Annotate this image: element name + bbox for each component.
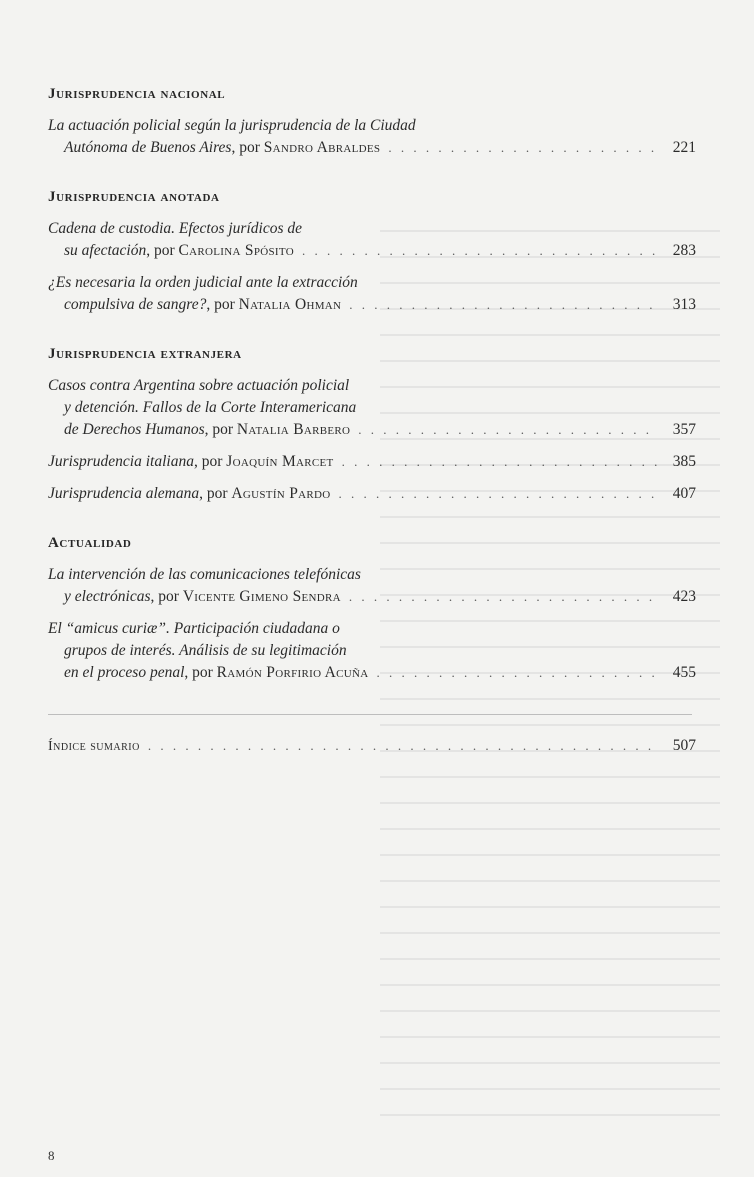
- dot-leader: [349, 586, 658, 608]
- entry-title-line: El “amicus curiæ”. Participación ciudadana o: [48, 620, 340, 637]
- entry-last-line: [48, 662, 696, 684]
- entry-title-text: su afectación: [64, 242, 147, 259]
- entry-title-text: Jurisprudencia italiana: [48, 453, 194, 470]
- entry-title-ending: Autónoma de Buenos Aires, por Sandro Abraldes: [64, 139, 381, 156]
- entry-last-line: [48, 137, 696, 159]
- entry-title-text: compulsiva de sangre?: [64, 296, 207, 313]
- toc-entry[interactable]: [48, 564, 696, 608]
- toc-entry[interactable]: [48, 451, 696, 473]
- entry-author: Natalia Ohman: [238, 296, 342, 313]
- entry-author: Natalia Barbero: [236, 421, 351, 438]
- por-word: por: [201, 453, 223, 470]
- dot-leader: [148, 738, 658, 754]
- entry-title-line: Cadena de custodia. Efectos jurídicos de: [48, 220, 302, 237]
- entry-title-ending: compulsiva de sangre?, por Natalia Ohman: [64, 296, 342, 313]
- entry-page-number: 455: [672, 664, 696, 681]
- entry-title-text: y electrónicas: [64, 588, 151, 605]
- entry-page-number: 407: [672, 485, 696, 502]
- por-word: por: [158, 588, 179, 605]
- entry-last-line: [48, 240, 696, 262]
- por-word: por: [214, 296, 235, 313]
- dot-leader: [388, 137, 658, 159]
- toc-entry[interactable]: [48, 115, 696, 159]
- toc-section: [48, 86, 696, 159]
- page-number: 8: [48, 1148, 55, 1163]
- entry-page-number: 221: [672, 139, 696, 156]
- entry-last-line: [48, 586, 696, 608]
- entry-title-ending: en el proceso penal, por Ramón Porfirio Acuña: [64, 664, 369, 681]
- entry-title-text: Autónoma de Buenos Aires: [64, 139, 232, 156]
- dot-leader: [302, 240, 658, 262]
- entry-title-ending: de Derechos Humanos, por Natalia Barbero: [64, 421, 351, 438]
- por-word: por: [212, 421, 234, 438]
- section-title: Jurisprudencia nacional: [48, 86, 226, 102]
- por-word: por: [192, 664, 213, 681]
- entry-title-ending: Jurisprudencia alemana, por Agustín Pardo: [48, 485, 331, 502]
- toc-entry[interactable]: [48, 483, 696, 505]
- toc-section: [48, 189, 696, 316]
- entry-last-line: [48, 294, 696, 316]
- dot-leader: [349, 294, 658, 316]
- entry-last-line: [48, 483, 696, 505]
- entry-title-text: en el proceso penal: [64, 664, 185, 681]
- toc-section: [48, 535, 696, 684]
- por-word: por: [239, 139, 260, 156]
- toc-entry[interactable]: [48, 618, 696, 684]
- section-title: Jurisprudencia anotada: [48, 189, 220, 205]
- table-of-contents: [48, 86, 696, 755]
- entry-title-text: Jurisprudencia alemana: [48, 485, 200, 502]
- por-word: por: [153, 242, 175, 259]
- entry-title-ending: su afectación, por Carolina Spósito: [64, 242, 294, 259]
- entry-page-number: 283: [672, 242, 696, 259]
- entry-title-ending: Jurisprudencia italiana, por Joaquín Marcet: [48, 453, 334, 470]
- entry-author: Joaquín Marcet: [226, 453, 334, 470]
- entry-author: Ramón Porfirio Acuña: [216, 664, 369, 681]
- entry-author: Carolina Spósito: [178, 242, 294, 259]
- dot-leader: [377, 662, 658, 684]
- dot-leader: [342, 451, 658, 473]
- entry-last-line: [48, 419, 696, 441]
- entry-title-line: La intervención de las comunicaciones telefónicas: [48, 566, 361, 583]
- entry-title-text: de Derechos Humanos: [64, 421, 205, 438]
- indice-label: Índice sumario: [48, 739, 140, 754]
- indice-sumario-entry[interactable]: [48, 737, 696, 755]
- entry-title-line: grupos de interés. Análisis de su legitimación: [64, 642, 347, 659]
- entry-title-ending: y electrónicas, por Vicente Gimeno Sendra: [64, 588, 341, 605]
- toc-entry[interactable]: [48, 375, 696, 441]
- por-word: por: [206, 485, 228, 502]
- entry-page-number: 357: [672, 421, 696, 438]
- dot-leader: [339, 483, 659, 505]
- entry-title-line: La actuación policial según la jurisprudencia de la Ciudad: [48, 117, 416, 134]
- entry-author: Vicente Gimeno Sendra: [182, 588, 341, 605]
- entry-page-number: 423: [672, 588, 696, 605]
- indice-page-number: 507: [672, 737, 696, 754]
- entry-title-line: y detención. Fallos de la Corte Interamericana: [64, 399, 357, 416]
- toc-entry[interactable]: [48, 272, 696, 316]
- toc-entry[interactable]: [48, 218, 696, 262]
- entry-page-number: 313: [672, 296, 696, 313]
- entry-author: Agustín Pardo: [231, 485, 331, 502]
- section-title: Jurisprudencia extranjera: [48, 346, 242, 362]
- separator-rule: [48, 714, 692, 715]
- toc-section: [48, 346, 696, 505]
- entry-page-number: 385: [672, 453, 696, 470]
- entry-title-line: ¿Es necesaria la orden judicial ante la extracción: [48, 274, 358, 291]
- entry-author: Sandro Abraldes: [263, 139, 381, 156]
- entry-last-line: [48, 451, 696, 473]
- dot-leader: [358, 419, 658, 441]
- section-title: Actualidad: [48, 535, 132, 551]
- entry-title-line: Casos contra Argentina sobre actuación policial: [48, 377, 350, 394]
